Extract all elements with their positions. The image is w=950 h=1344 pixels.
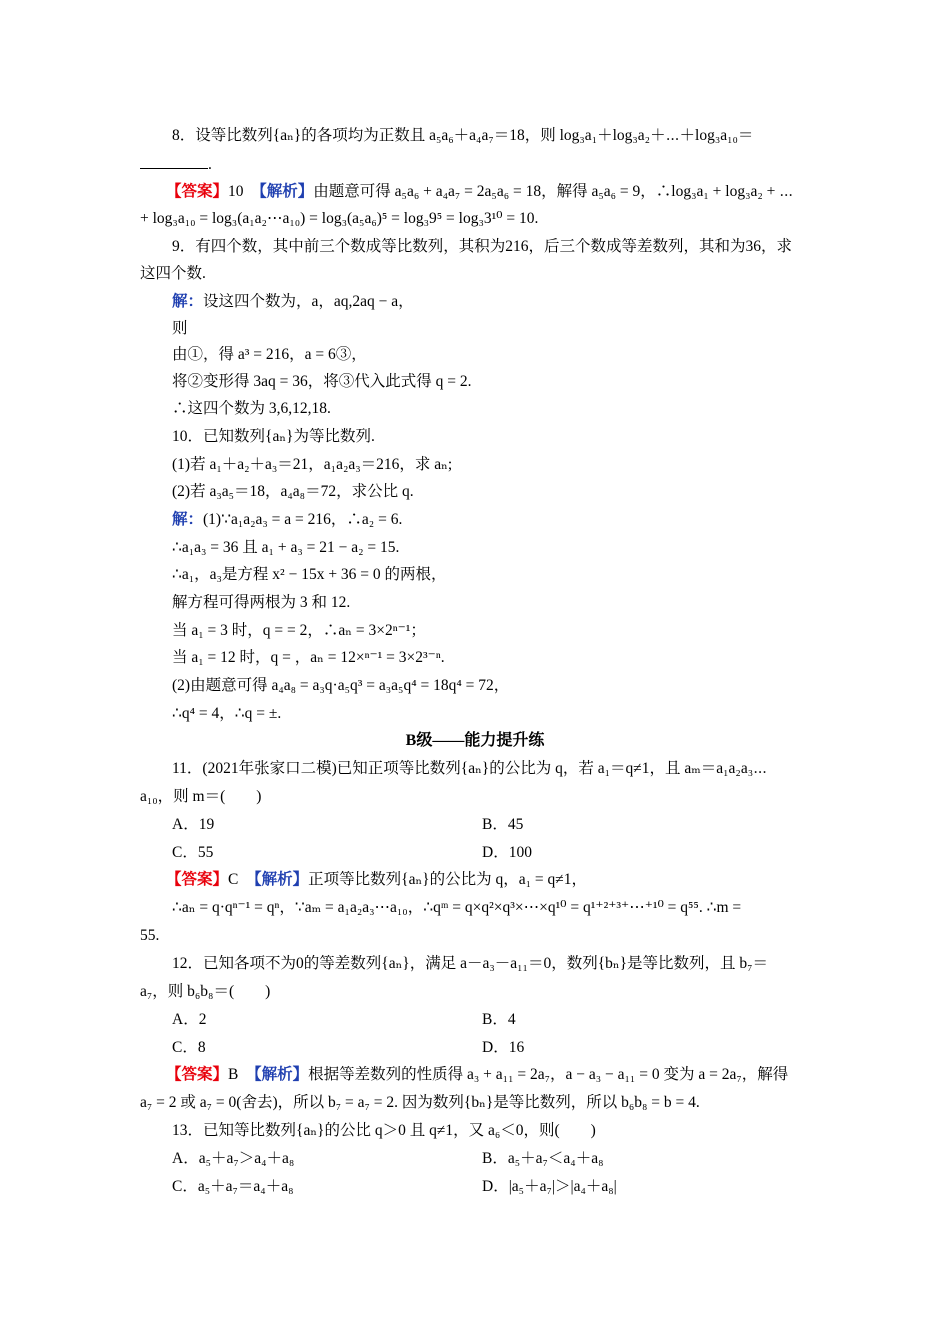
q13-option-c[interactable]: C．a₅＋a₇＝a₄＋a₈	[172, 1178, 294, 1195]
section-heading: B级——能力提升练	[405, 732, 545, 749]
q9-solution-line3: 由①，得 a³ = 216，a = 6③，	[172, 346, 367, 363]
q8-answer-line2: + log₃a₁₀ = log₃(a₁a₂⋯a₁₀) = log₃(a₅a₆)⁵ = log₃9⁵ = log₃3¹⁰ = 10.	[140, 210, 539, 227]
answer-tag: 【答案】	[166, 183, 229, 200]
q12-answer-line1	[166, 1065, 788, 1085]
q8-answer-line1	[166, 182, 793, 202]
q10-stem-line3: (2)若 a₃a₅＝18，a₄a₈＝72，求公比 q.	[172, 483, 414, 500]
q12-option-b[interactable]: B．4	[482, 1011, 516, 1028]
q11-option-d[interactable]: D．100	[482, 844, 532, 861]
q12-option-c[interactable]: C．8	[172, 1039, 206, 1056]
q13-option-d[interactable]: D．|a₅＋a₇|＞|a₄＋a₈|	[482, 1178, 617, 1195]
q12-stem-line2: a₇，则 b₆b₈＝( )	[140, 983, 271, 1000]
q13-option-a[interactable]: A．a₅＋a₇＞a₄＋a₈	[172, 1150, 295, 1167]
analysis-tag: 【解析】	[253, 1066, 309, 1083]
q10-stem-line2: (1)若 a₁＋a₂＋a₃＝21，a₁a₂a₃＝216，求 aₙ;	[172, 456, 453, 473]
analysis-tag: 【解析】	[253, 871, 309, 888]
q11-stem-line1: 11．(2021年张家口二模)已知正项等比数列{aₙ}的公比为 q，若 a₁＝q≠1，且 aₘ＝a₁a₂a₃⋯	[172, 760, 768, 777]
q10-solution-line2: ∴a₁a₃ = 36 且 a₁ + a₃ = 21 − a₂ = 15.	[172, 539, 400, 556]
q11-option-b[interactable]: B．45	[482, 816, 524, 833]
answer-value: B	[228, 1066, 239, 1083]
solution-tag: 解：	[172, 511, 204, 528]
q11-stem-line2: a₁₀，则 m＝( )	[140, 788, 262, 805]
analysis-text: 正项等比数列{aₙ}的公比为 q，a₁ = q≠1，	[308, 871, 588, 888]
q12-option-d[interactable]: D．16	[482, 1039, 525, 1056]
q12-answer-line2: a₇ = 2 或 a₇ = 0(舍去)，所以 b₇ = a₇ = 2. 因为数列{bₙ}是等比数列，所以 b₆b₈ = b = 4.	[140, 1094, 700, 1111]
q11-option-a[interactable]: A．19	[172, 816, 215, 833]
solution-tag: 解：	[172, 293, 204, 310]
q11-option-c[interactable]: C．55	[172, 844, 214, 861]
q10-solution-line5: 当 a₁ = 3 时，q = = 2，∴aₙ = 3×2ⁿ⁻¹；	[172, 622, 426, 639]
q12-stem-line1: 12．已知各项不为0的等差数列{aₙ}，满足 a－a₃－a₁₁＝0，数列{bₙ}是等比数列，且 b₇＝	[172, 955, 769, 972]
q9-solution-line4: 将②变形得 3aq = 36，将③代入此式得 q = 2.	[172, 373, 472, 390]
solution-text: 设这四个数为，a，aq,2aq − a，	[203, 293, 414, 310]
q8-stem-line1: 8．设等比数列{aₙ}的各项均为正数且 a₅a₆＋a₄a₇＝18，则 log₃a₁＋log₃a₂＋⋯＋log₃a₁₀＝	[172, 127, 754, 144]
answer-blank	[140, 154, 208, 169]
answer-tag: 【答案】	[166, 1066, 229, 1083]
q9-stem-line2: 这四个数.	[140, 265, 206, 282]
q10-solution-line3: ∴a₁，a₃是方程 x² − 15x + 36 = 0 的两根，	[172, 566, 447, 583]
q10-solution-line6: 当 a₁ = 12 时，q = ，aₙ = 12×ⁿ⁻¹ = 3×2³⁻ⁿ.	[172, 649, 445, 666]
q10-solution-line8: ∴q⁴ = 4，∴q = ±.	[172, 705, 282, 722]
q9-stem-line1: 9．有四个数，其中前三个数成等比数列，其积为216，后三个数成等差数列，其和为36，求	[172, 238, 793, 255]
q10-solution-line7: (2)由题意可得 a₄a₈ = a₃q·a₅q³ = a₃a₅q⁴ = 18q⁴ = 72，	[172, 677, 510, 694]
q10-solution-line4: 解方程可得两根为 3 和 12.	[172, 594, 351, 611]
q10-stem-line1: 10．已知数列{aₙ}为等比数列.	[172, 428, 375, 445]
q9-solution-line5: ∴这四个数为 3,6,12,18.	[172, 400, 331, 417]
answer-value: 10	[228, 183, 244, 200]
analysis-tag: 【解析】	[259, 183, 314, 200]
q13-stem-line1: 13．已知等比数列{aₙ}的公比 q＞0 且 q≠1，又 a₆＜0，则( )	[172, 1122, 596, 1139]
q8-stem-line2	[140, 154, 212, 175]
q9-solution-line1	[172, 292, 414, 312]
q11-answer-line2: ∴aₙ = q·qⁿ⁻¹ = qⁿ，∵aₘ = a₁a₂a₃⋯a₁₀，∴qᵐ = q×q²×q³×⋯×q¹⁰ = q¹⁺²⁺³⁺⋯⁺¹⁰ = q⁵⁵. ∴m =	[172, 899, 742, 916]
q13-option-b[interactable]: B．a₅＋a₇＜a₄＋a₈	[482, 1150, 604, 1167]
q12-option-a[interactable]: A．2	[172, 1011, 207, 1028]
answer-value: C	[228, 871, 239, 888]
q11-answer-line1	[166, 870, 587, 890]
analysis-text: 由题意可得 a₅a₆ + a₄a₇ = 2a₅a₆ = 18，解得 a₅a₆ = 9，∴log₃a₁ + log₃a₂ + ⋯	[313, 183, 794, 200]
q10-solution-line1	[172, 510, 402, 530]
q8-stem-end: .	[208, 156, 212, 173]
solution-text: (1)∵a₁a₂a₃ = a = 216，∴a₂ = 6.	[203, 511, 403, 528]
q11-answer-line3: 55.	[140, 927, 160, 944]
answer-tag: 【答案】	[166, 871, 229, 888]
q9-solution-line2: 则	[172, 320, 188, 337]
analysis-text: 根据等差数列的性质得 a₃ + a₁₁ = 2a₇，a − a₃ − a₁₁ = 0 变为 a = 2a₇，解得	[308, 1066, 789, 1083]
